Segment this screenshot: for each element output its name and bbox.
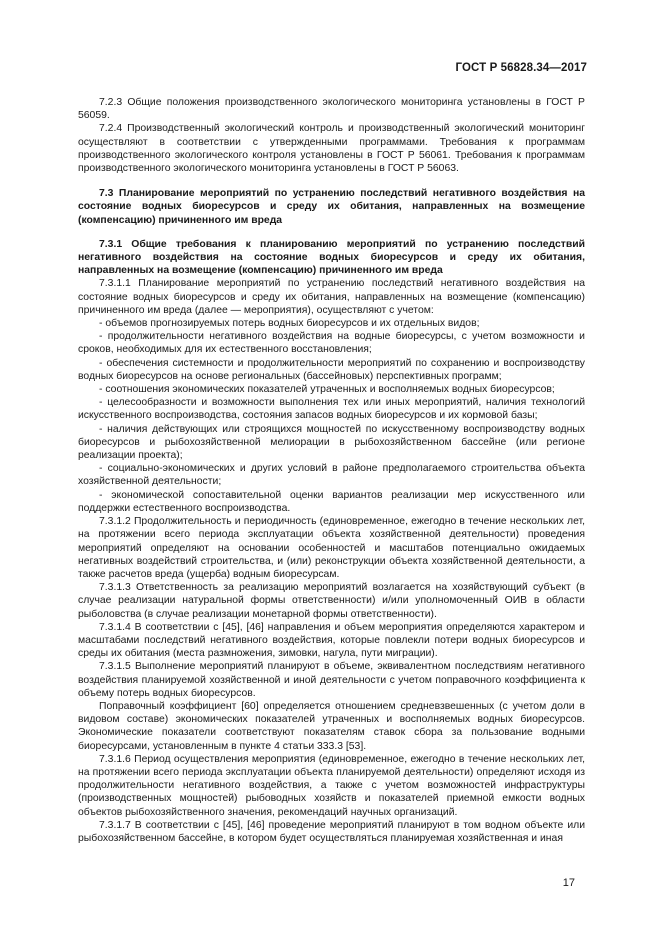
document-code-header: ГОСТ Р 56828.34—2017 — [455, 62, 587, 74]
paragraph: - целесообразности и возможности выполнения тех или иных мероприятий, наличия технологий искусственного воспроизводства, состояния запасов водных биоресурсов и их кормовой базы; — [78, 397, 585, 422]
paragraph: Поправочный коэффициент [60] определяется отношением средневзвешенных (с учетом доли в видовом составе) экономических показателей утраченных и восполняемых водных биоресурсов. Экономические показатели соответствуют показателям ставок сбора за пользование водными биоресурсами, установленным в пункте 4 статьи 333.3 [53]. — [78, 700, 585, 752]
paragraph: 7.3.1.3 Ответственность за реализацию мероприятий возлагается на хозяйствующий субъект (в случае реализации натуральной формы ответственности) и/или уполномоченный ОИВ в области рыболовства (в случае реализации монетарной формы ответственности). — [78, 582, 585, 620]
paragraph: 7.3.1.2 Продолжительность и периодичность (единовременное, ежегодно в течение нескольких лет, на протяжении всего периода эксплуатации объекта хозяйственной деятельности) проведения мероприятий определяют на основании особенностей и масштабов потенциально ожидаемых негативных воздействий строительства, и (или) реконструкции объекта хозяйственной деятельности, а также расчетов вреда (ущерба) водным биоресурсам. — [78, 516, 585, 580]
page-number: 17 — [562, 877, 575, 889]
paragraph: 7.3.1.4 В соответствии с [45], [46] направления и объем мероприятия определяются характером и масштабами последствий негативного воздействия, которые повлекли потери водных биоресурсов и среды их обитания (места размножения, зимовки, нагула, пути миграции). — [78, 621, 585, 660]
paragraph: - объемов прогнозируемых потерь водных биоресурсов и их отдельных видов; — [99, 318, 480, 330]
paragraph: 7.3.1.6 Период осуществления мероприятия (единовременное, ежегодно в течение нескольких лет, на протяжении всего периода эксплуатации объекта планируемой деятельности) определяют исходя из продолжительности негативного воздействия, а также с учетом возможностей инфраструктуры (производственных мощностей) рыбоводных хозяйств и показателей приемной емкости водных объектов рыбохозяйственного значения, рекомендаций научных организаций. — [78, 753, 585, 818]
paragraph: - соотношения экономических показателей утраченных и восполняемых водных биоресурсов; — [99, 384, 555, 396]
subsection-heading: 7.3.1 Общие требования к планированию мероприятий по устранению последствий негативного воздействия на состояние водных биоресурсов и среду их обитания, направленных на возмещение (компенсацию) причиненного им вреда — [78, 238, 585, 277]
paragraph: - продолжительности негативного воздействия на водные биоресурсы, с учетом возможности и сроков, необходимых для их естественного восстановления; — [78, 331, 585, 356]
paragraph: - социально-экономических и других условий в районе предполагаемого строительства объекта хозяйственной деятельности; — [78, 463, 585, 488]
paragraph: 7.3.1.7 В соответствии с [45], [46] проведение мероприятий планируют в том водном объекте или рыбохозяйственном бассейне, в котором будет осуществляться планируемая хозяйственная и иная — [78, 819, 585, 844]
section-heading: 7.3 Планирование мероприятий по устранению последствий негативного воздействия на состояние водных биоресурсов и среду их обитания, направленных на возмещение (компенсацию) причиненного им вреда — [78, 188, 585, 226]
paragraph: - экономической сопоставительной оценки вариантов реализации мер искусственного или поддержки естественного воспроизводства. — [78, 489, 585, 514]
paragraph: - обеспечения системности и продолжительности мероприятий по сохранению и воспроизводству водных биоресурсов на основе региональных (бассейновых) перспективных программ; — [78, 357, 585, 382]
paragraph: 7.2.4 Производственный экологический контроль и производственный экологический мониторинг осуществляют в соответствии с утвержденными программами. Требования к программам производственного экологического контроля установлены в ГОСТ Р 56061. Требования к программам производственного экологического мониторинга установлены в ГОСТ Р 56063. — [78, 123, 585, 175]
paragraph: - наличия действующих или строящихся мощностей по искусственному воспроизводству водных биоресурсов и рыбохозяйственной мелиорации в рыбохозяйственном бассейне (или регионе реализации проекта); — [78, 423, 585, 462]
paragraph: 7.3.1.1 Планирование мероприятий по устранению последствий негативного воздействия на состояние водных биоресурсов и среду их обитания, направленных на возмещение (компенсацию) причиненного им вреда (далее — мероприятия), осуществляют с учетом: — [78, 278, 585, 316]
page-body — [78, 96, 585, 845]
paragraph: 7.3.1.5 Выполнение мероприятий планируют в объеме, эквивалентном последствиям негативного воздействия планируемой хозяйственной и иной деятельности с учетом поправочного коэффициента к объему потерь водных биоресурсов. — [78, 661, 585, 699]
paragraph: 7.2.3 Общие положения производственного экологического мониторинга установлены в ГОСТ Р 56059. — [78, 97, 585, 122]
